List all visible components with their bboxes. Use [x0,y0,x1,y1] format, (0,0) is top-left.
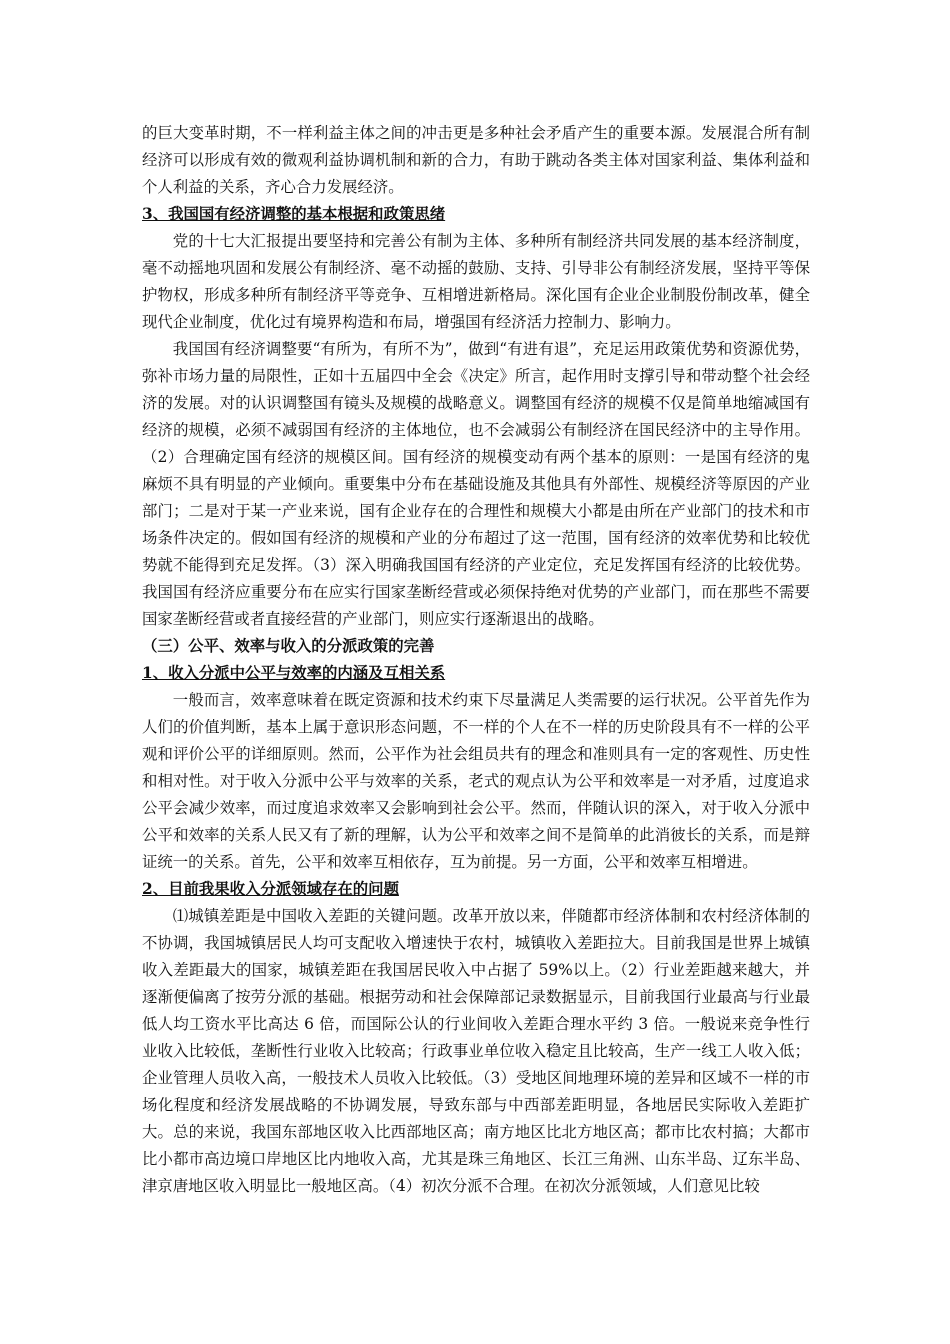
paragraph-income-gap-problems: ⑴城镇差距是中国收入差距的关键问题。改革开放以来，伴随都市经济体制和农村经济体制的不协调，我国城镇居民人均可支配收入增速快于农村，城镇收入差距拉大。目前我国是世界上城镇收入差距最大的国家，城镇差距在我国居民收入中占据了 59%以上。（2）行业差距越来越大，并逐渐便偏离了按劳分派的基础。根据劳动和社会保障部记录数据显示，目前我国行业最高与行业最低人均工资水平比高达 6 倍，而国际公认的行业间收入差距合理水平约 3 倍。一般说来竞争性行业收入比较低，垄断性行业收入比较高；行政事业单位收入稳定且比较高，生产一线工人收入低；企业管理人员收入高，一般技术人员收入比较低。（3）受地区间地理环境的差异和区域不一样的市场化程度和经济发展战略的不协调发展，导致东部与中西部差距明显，各地居民实际收入差距扩大。总的来说，我国东部地区收入比西部地区高；南方地区比北方地区高；都市比农村搞；大都市比小都市高边境口岸地区比内地收入高，尤其是珠三角地区、长江三角洲、山东半岛、辽东半岛、津京唐地区收入明显比一般地区高。（4）初次分派不合理。在初次分派领域，人们意见比较 [142,907,810,1195]
paragraph-party-congress-report: 党的十七大汇报提出要坚持和完善公有制为主体、多种所有制经济共同发展的基本经济制度，毫不动摇地巩固和发展公有制经济、毫不动摇的鼓励、支持、引导非公有制经济发展，坚持平等保护物权，形成多种所有制经济平等竞争、互相增进新格局。深化国有企业企业制股份制改革，健全现代企业制度，优化过有境界构造和布局，增强国有经济活力控制力、影响力。 [142,232,810,331]
document-page [142,120,810,1200]
heading-state-economy-adjustment: 3、我国国有经济调整的基本根据和政策思绪 [142,205,446,223]
heading-income-distribution-problems: 2、目前我果收入分派领域存在的问题 [142,880,399,898]
paragraph-mixed-ownership: 的巨大变革时期，不一样利益主体之间的冲击更是多种社会矛盾产生的重要本源。发展混合所有制经济可以形成有效的微观利益协调机制和新的合力，有助于跳动各类主体对国家利益、集体利益和个人利益的关系，齐心合力发展经济。 [142,124,810,196]
heading-fairness-efficiency-relation: 1、收入分派中公平与效率的内涵及互相关系 [142,664,446,682]
paragraph-state-economy-principles: 我国国有经济调整要“有所为，有所不为”，做到“有进有退”，充足运用政策优势和资源优势，弥补市场力量的局限性，正如十五届四中全会《决定》所言，起作用时支撑引导和带动整个社会经济的发展。对的认识调整国有镜头及规模的战略意义。调整国有经济的规模不仅是简单地缩减国有经济的规模，必须不减弱国有经济的主体地位，也不会减弱公有制经济在国民经济中的主导作用。（2）合理确定国有经济的规模区间。国有经济的规模变动有两个基本的原则：一是国有经济的鬼麻烦不具有明显的产业倾向。重要集中分布在基础设施及其他具有外部性、规模经济等原因的产业部门；二是对于某一产业来说，国有企业存在的合理性和规模大小都是由所在产业部门的技术和市场条件决定的。假如国有经济的规模和产业的分布超过了这一范围，国有经济的效率优势和比较优势就不能得到充足发挥。（3）深入明确我国国有经济的产业定位，充足发挥国有经济的比较优势。我国国有经济应重要分布在应实行国家垄断经营或必须保持绝对优势的产业部门，而在那些不需要国家垄断经营或者直接经营的产业部门，则应实行逐渐退出的战略。 [142,340,810,628]
heading-fairness-efficiency-section: （三）公平、效率与收入的分派政策的完善 [142,637,435,655]
paragraph-fairness-efficiency: 一般而言，效率意味着在既定资源和技术约束下尽量满足人类需要的运行状况。公平首先作为人们的价值判断，基本上属于意识形态问题，不一样的个人在不一样的历史阶段具有不一样的公平观和评价公平的详细原则。然而，公平作为社会组员共有的理念和准则具有一定的客观性、历史性和相对性。对于收入分派中公平与效率的关系，老式的观点认为公平和效率是一对矛盾，过度追求公平会减少效率，而过度追求效率又会影响到社会公平。然而，伴随认识的深入，对于收入分派中公平和效率的关系人民又有了新的理解，认为公平和效率之间不是简单的此消彼长的关系，而是辩证统一的关系。首先，公平和效率互相依存，互为前提。另一方面，公平和效率互相增进。 [142,691,810,871]
